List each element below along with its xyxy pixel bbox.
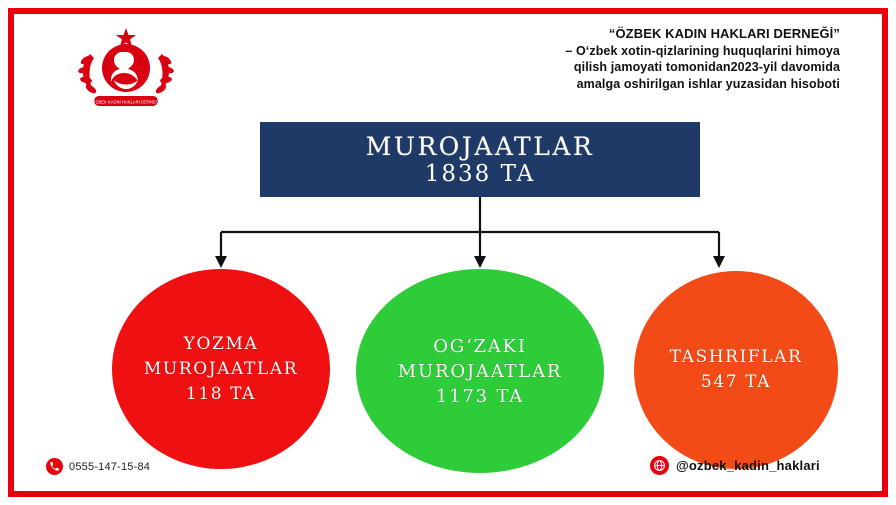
node-ogzaki-value: 1173 TA: [435, 385, 525, 407]
organization-logo: [70, 24, 182, 110]
root-node-title: MUROJAATLAR: [365, 131, 595, 161]
phone-icon: [46, 458, 63, 475]
node-yozma-value: 118 TA: [185, 383, 257, 404]
root-node-value: 1838 TA: [424, 160, 536, 187]
globe-icon: [650, 456, 669, 475]
node-tashriflar-value: 547 TA: [700, 372, 772, 392]
node-ogzaki-title-2: MUROJAATLAR: [397, 360, 563, 382]
svg-text:O'ZBEK KADIN HAKLARI DERNEĞİ: O'ZBEK KADIN HAKLARI DERNEĞİ: [91, 99, 161, 105]
phone-number: 0555-147-15-84: [69, 460, 151, 473]
contact-phone: [46, 458, 150, 475]
header-line-1: “ÖZBEK KADIN HAKLARI DERNEĞİ”: [608, 26, 840, 41]
report-header: [440, 26, 840, 92]
node-ogzaki-murojaatlar: [356, 269, 604, 473]
contact-social: [650, 456, 820, 475]
header-line-3: qilish jamoyati tomonidan2023-yil davomida: [573, 60, 840, 74]
node-tashriflar-title: TASHRIFLAR: [669, 347, 803, 367]
header-line-4: amalga oshirilgan ishlar yuzasidan hisoboti: [576, 76, 840, 91]
node-yozma-title-1: YOZMA: [183, 333, 259, 354]
node-yozma-murojaatlar: [112, 269, 330, 469]
root-node-murojaatlar: [260, 122, 700, 197]
node-tashriflar: [634, 271, 838, 469]
header-line-2: – O‘zbek xotin-qizlarining huquqlarini himoya: [565, 43, 840, 58]
social-handle: @ozbek_kadin_haklari: [676, 458, 820, 473]
node-ogzaki-title-1: OG‘ZAKI: [433, 335, 527, 357]
node-yozma-title-2: MUROJAATLAR: [143, 358, 299, 379]
